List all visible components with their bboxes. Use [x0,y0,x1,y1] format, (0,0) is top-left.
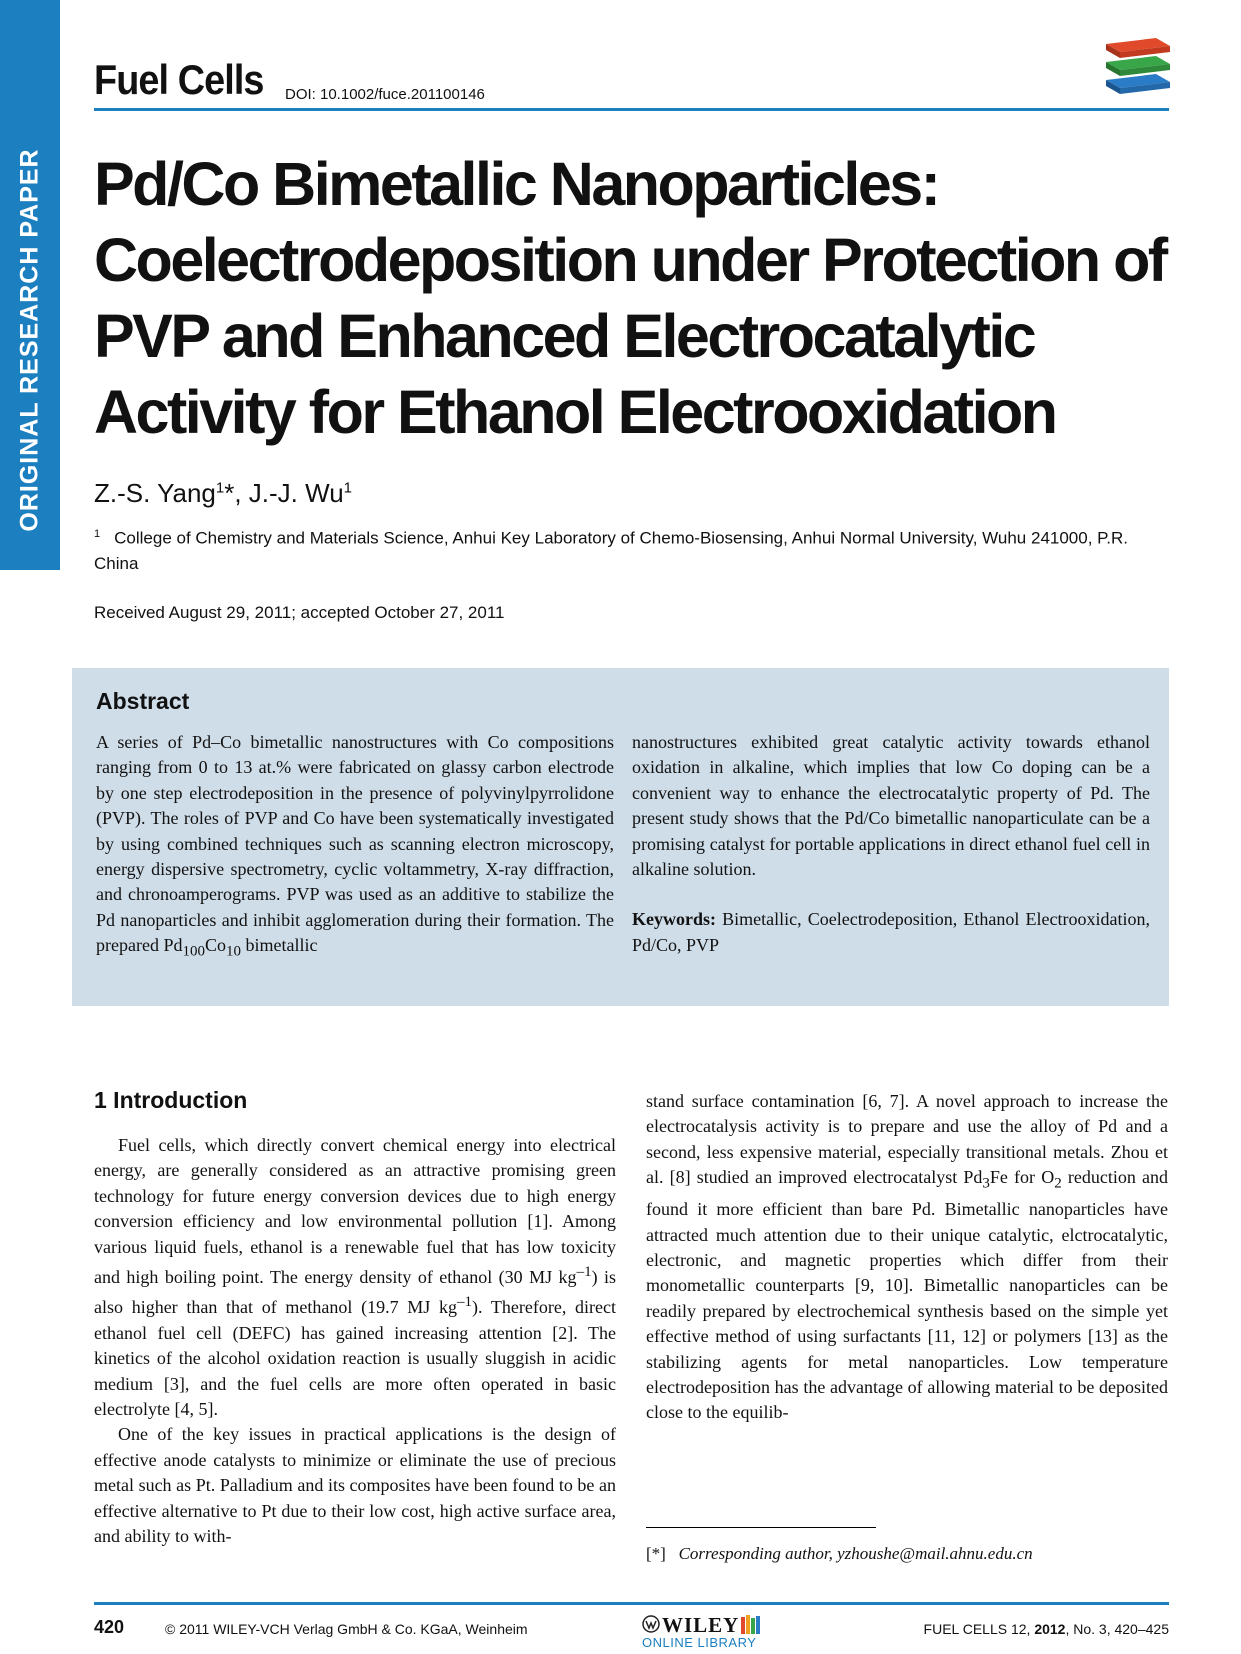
citation-journal: FUEL CELLS 12, [923,1621,1035,1637]
author-affiliation-mark: 1 [215,479,225,497]
abstract-paragraph [96,730,614,965]
footnote [646,1544,1033,1564]
subscript: 100 [182,943,205,960]
title-line: PVP and Enhanced Electrocatalytic [94,302,1035,370]
page-number: 420 [94,1617,125,1637]
abstract-text: A series of Pd–Co bimetallic nanostructures with Co compositions ranging from 0 to 13 at.% were fabricated on glassy carbon electrode by one step electrodeposition in the presence of polyvinylpyrrolidone (PVP). The roles of PVP and Co have been systematically investigated by using combined techniques such as scanning electron microscopy, energy dispersive spectrometry, cyclic voltammetry, X-ray diffraction, and chronoamperograms. PVP was used as an additive to stabilize the Pd nanoparticles and inhibit agglomeration during their formation. The prepared Pd [96,732,614,956]
wiley-wordmark: WILEY [662,1613,740,1637]
abstract-text: Co [204,935,226,956]
abstract-text: bimetallic [240,935,318,956]
body-text: stand surface contamination [6, 7]. A novel approach to increase the electrocatalysis activity is to prepare and use the alloy of Pd and a second, less expensive material, especially transitional metals. Zhou et al. [8] studied an improved electrocatalyst Pd [646,1091,1168,1188]
author-affiliation-mark: 1 [343,479,352,497]
abstract-column-right [632,730,1150,958]
received-dates: Received August 29, 2011; accepted October 27, 2011 [94,603,505,622]
body-text: reduction and found it more efficient than bare Pd. Bimetallic nanoparticles have attracted much attention due to their unique catalytic, elctrocatalytic, electronic, and magnetic properties which differ from their monometallic counterparts [9, 10]. Bimetallic nanoparticles can be readily prepared by electrochemical synthesis based on the simple yet effective method of using surfactants [11, 12] or polymers [13] as the stabilizing agents for metal nanoparticles. Low temperature electrodeposition has the advantage of allowing material to be deposited close to the equilib- [646,1167,1168,1423]
author-list [94,478,352,509]
online-library-text: ONLINE LIBRARY [642,1635,757,1650]
footer-citation [924,1621,1169,1637]
body-paragraph [646,1089,1168,1426]
books-icon [740,1613,762,1635]
footnote-text: Corresponding author, yzhoushe@mail.ahnu.edu.cn [678,1544,1033,1563]
superscript: –1 [457,1294,473,1311]
affiliation-mark: 1 [94,528,101,540]
keywords-label: Keywords: [632,909,716,930]
side-tab [0,0,60,570]
subscript: 10 [225,943,241,960]
journal-logo-icon [1100,36,1172,108]
corresponding-mark: * [224,478,235,508]
subscript: 3 [982,1175,990,1192]
abstract-column-left [96,730,614,965]
keywords [632,907,1150,958]
body-text: Fuel cells, which directly convert chemical energy into electrical energy, are generally considered as an attractive promising green technology for future energy conversion devices due to high energy conversion efficiency and low environmental pollution [1]. Among various liquid fuels, ethanol is a renewable fuel that has low toxicity and high boiling point. The energy density of ethanol (30 MJ kg [94,1135,616,1288]
body-text: ) is also higher than that of methanol (19.7 MJ kg [94,1267,616,1318]
footer-rule [94,1602,1169,1605]
author-separator: , [234,478,249,508]
body-paragraph: One of the key issues in practical applications is the design of effective anode catalysts to minimize or eliminate the use of precious metal such as Pt. Palladium and its composites have been found to be an effective alternative to Pt due to their low cost, high active surface area, and ability to with- [94,1424,616,1547]
citation-issue: , No. 3, 420–425 [1065,1621,1169,1637]
title-line: Coelectrodeposition under Protection of [94,226,1166,294]
subscript: 2 [1054,1175,1062,1192]
body-text: Fe for O [989,1167,1055,1188]
title-line: Pd/Co Bimetallic Nanoparticles: [94,150,939,218]
citation-year: 2012 [1034,1621,1066,1637]
body-text: ). Therefore, direct ethanol fuel cell (DEFC) has gained increasing attention [2]. The kinetics of the alcohol oxidation reaction is usually sluggish in acidic medium [3], and the fuel cells are more often operated in basic electrolyte [4, 5]. [94,1297,616,1420]
keywords-text: Bimetallic, Coelectrodeposition, Ethanol Electrooxidation, Pd/Co, PVP [632,909,1150,955]
superscript: –1 [576,1264,592,1281]
author-name: Z.-S. Yang [94,478,216,508]
body-column-right [646,1089,1168,1426]
section-label: ORIGINAL RESEARCH PAPER [15,148,44,532]
body-paragraph [94,1133,616,1422]
abstract-heading: Abstract [96,688,190,714]
affiliation-text: College of Chemistry and Materials Science, Anhui Key Laboratory of Chemo-Biosensing, Anhui Normal University, Wuhu 241000, P.R. China [94,528,1129,573]
wiley-emblem-icon [642,1615,660,1633]
section-heading-introduction: 1 Introduction [94,1087,248,1113]
body-column-left [94,1133,616,1550]
footnote-rule [646,1527,876,1528]
title-line: Activity for Ethanol Electrooxidation [94,378,1056,446]
wiley-online-library-logo[interactable] [642,1613,782,1651]
doi[interactable]: DOI: 10.1002/fuce.201100146 [285,86,485,103]
affiliation [94,522,1169,576]
article-title [94,146,1174,450]
copyright: © 2011 WILEY-VCH Verlag GmbH & Co. KGaA, Weinheim [165,1621,528,1637]
abstract-box [72,668,1169,1006]
abstract-paragraph: nanostructures exhibited great catalytic activity towards ethanol oxidation in alkaline, which implies that low Co doping can be a convenient way to enhance the electrocatalytic property of Pd. The present study shows that the Pd/Co bimetallic nanoparticulate can be a promising catalyst for portable applications in direct ethanol fuel cell in alkaline solution. [632,732,1150,880]
header-rule [94,108,1169,111]
author-name: J.-J. Wu [248,478,344,508]
footnote-mark: [*] [646,1544,666,1563]
journal-name: Fuel Cells [94,56,264,103]
